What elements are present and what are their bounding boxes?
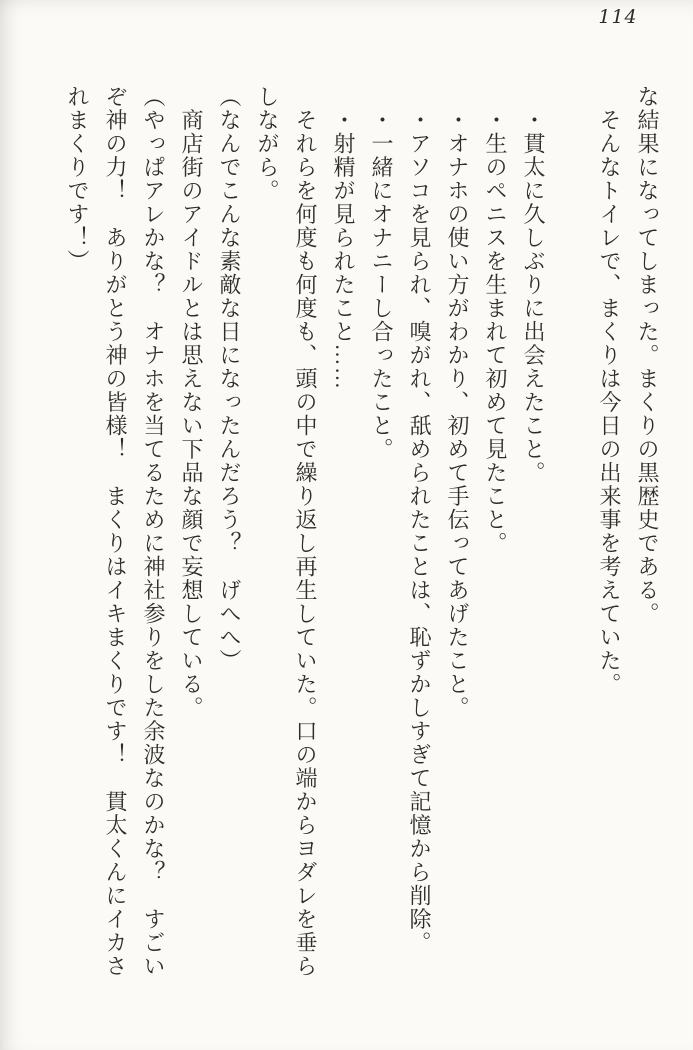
text-column-7: ・アソコを見られ、嗅がれ、舐められたことは、恥ずかしすぎて記憶から削除。	[407, 85, 432, 955]
text-column-3	[558, 85, 585, 1015]
text-column-12: （なんでこんな素敵な日になったんだろう？ げへへ）	[217, 85, 242, 673]
text-column-10: それらを何度も何度も、頭の中で繰り返し再生していた。口の端からヨダレを垂ら	[293, 85, 318, 978]
text-column-4: ・貫太に久しぶりに出会えたこと。	[521, 85, 546, 485]
text-area	[0, 85, 693, 1025]
text-column-15: ぞ神の力！ ありがとう神の皆様！ まくりはイキまくりです！ 貫太くんにイカさ	[103, 85, 128, 978]
page-number: 114	[598, 6, 638, 28]
text-column-13: 商店街のアイドルとは思えない下品な顔で妄想している。	[179, 85, 204, 720]
text-column-11: しながら。	[255, 85, 280, 203]
text-column-5: ・生のペニスを生まれて初めて見たこと。	[483, 85, 508, 555]
text-column-8: ・一緒にオナニーし合ったこと。	[369, 85, 394, 461]
text-column-14: （やっぱアレかな？ オナホを当てるために神社参りをした余波なのかな？ すごい	[141, 85, 166, 978]
text-column-9: ・射精が見られたこと……	[331, 85, 356, 391]
text-column-6: ・オナホの使い方がわかり、初めて手伝ってあげたこと。	[445, 85, 470, 720]
text-column-16: れまくりです！）	[65, 85, 90, 273]
text-column-1: な結果になってしまった。まくりの黒歴史である。	[635, 85, 660, 626]
text-column-2: そんなトイレで、まくりは今日の出来事を考えていた。	[597, 85, 622, 696]
